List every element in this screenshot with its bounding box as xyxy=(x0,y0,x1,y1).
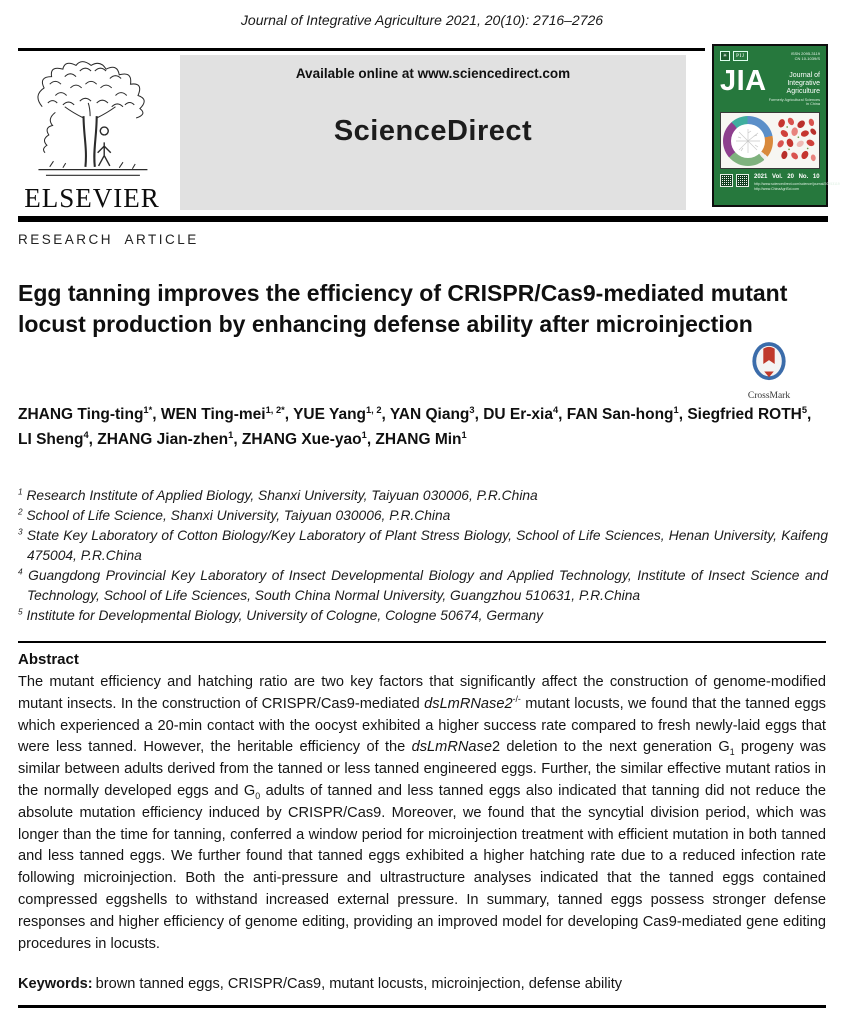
cover-issn-line1: ISSN 2095-3119 xyxy=(790,51,820,56)
header-top-rule xyxy=(18,48,705,51)
cover-top-row xyxy=(720,51,820,61)
affiliation-list xyxy=(18,486,828,626)
journal-reference-line: Journal of Integrative Agriculture 2021, 20(10): 2716–2726 xyxy=(240,12,604,28)
caas-seal-icon: ✳ xyxy=(720,51,730,61)
cover-title-row xyxy=(720,65,820,106)
crossmark-label: CrossMark xyxy=(747,391,791,401)
qr-code-icon xyxy=(736,174,749,187)
pij-logo: PIJ xyxy=(733,51,748,61)
sciencedirect-band xyxy=(180,55,686,210)
affiliation-item: $^2$ School of Life Science, Shanxi University, Taiyuan 030006, P.R.China xyxy=(18,507,451,523)
article-title: Egg tanning improves the efficiency of CRISPR/Cas9-mediated mutant locust production by enhancing defense ability after microinjection xyxy=(18,280,788,337)
keywords-line xyxy=(18,976,826,992)
available-online-text: Available online at www.sciencedirect.com xyxy=(295,66,571,81)
cover-jia-wordmark: JIA xyxy=(720,65,767,97)
abstract-heading: Abstract xyxy=(18,651,79,668)
donut-chart-graphic xyxy=(723,116,773,166)
elsevier-wordmark: ELSEVIER xyxy=(24,183,160,213)
cover-art-panel xyxy=(720,112,820,169)
affiliation-item: $^1$ Research Institute of Applied Biology, Shanxi University, Taiyuan 030006, P.R.China xyxy=(18,487,538,503)
affiliation-item: $^4$ Guangdong Provincial Key Laboratory of Insect Developmental Biology and Applied Technology, Institute of Insect Science and Technology, School of Life Sciences, South China Normal University, Guangzhou 510631, P.R.China xyxy=(18,567,828,603)
abstract-rule xyxy=(18,641,826,643)
cover-journal-subtitle: Formerly Agricultural Sciences in China xyxy=(768,98,820,106)
section-label: RESEARCH ARTICLE xyxy=(18,232,199,247)
abstract-text: The mutant efficiency and hatching ratio are two key factors that significantly affect the construction of genome-modified mutant insects. In the construction of CRISPR/Cas9-mediated dsLmRNase2-/- mutant locusts, we found that the tanned eggs which experienced a 20-min contact with the oocyst exhibited a higher success rate compared to fresh newly-laid eggs that were less tanned. However, the heritable efficiency of the dsLmRNase2 deletion to the next generation $G_1$ progeny was similar between adults derived from the tanned or less tanned engineered eggs. Further, the similar effective mutant ratios in the normally developed eggs and $G_0$ adults of tanned and less tanned eggs also indicated that tanning did not reduce the absolute mutation efficiency induced by CRISPR/Cas9. Moreover, we found that the syncytial division period, which was longer than the time for tanning, conferred a window period for microinjection treatment with efficient mutation in both tanned and less tanned eggs. We further found that tanned eggs exhibited a higher hatching rate due to a reduced infection rate following microinjection. Both the anti-pressure and ultrastructure analyses indicated that the tanned eggs contained compressed eggshells to withstand increased external pressure. In summary, tanned eggs possess stronger defense responses and higher efficiency of genome editing, providing an improved model for developing Cas9-mediated gene editing procedures in locusts. xyxy=(18,674,826,952)
elsevier-tree-icon xyxy=(19,56,165,180)
cover-issue-line: 2021 Vol. 20 No. 10 xyxy=(754,174,820,180)
cover-journal-name: Journal of Integrative Agriculture Formerly Agricultural Sciences in China xyxy=(767,72,820,106)
cover-issn-line2: CN 10-1039/S xyxy=(794,56,820,61)
keywords-label: Keywords: xyxy=(18,976,93,992)
sciencedirect-logo: ScienceDirect xyxy=(333,115,533,147)
cover-bottom-row xyxy=(720,174,840,191)
cover-url-lines: http://www.sciencedirect.com/science/journal/20953119 http://www.ChinaAgriSci.com xyxy=(754,182,840,191)
crossmark-icon xyxy=(750,341,788,385)
cover-issn-block xyxy=(791,51,820,61)
author-list: ZHANG Ting-ting$^{1*}$, WEN Ting-mei$^{1, 2*}$, YUE Yang$^{1, 2}$, YAN Qiang$^3$, DU Er-xia$^4$, FAN San-hong$^1$, Siegfried ROTH$^5$, LI Sheng$^4$, ZHANG Jian-zhen$^1$, ZHANG Xue-yao$^1$, ZHANG Min$^1$ xyxy=(18,404,812,448)
header-bottom-rule xyxy=(18,216,828,222)
crossmark-badge[interactable] xyxy=(738,341,800,401)
strawberries-graphic xyxy=(776,116,817,166)
journal-cover-thumbnail xyxy=(712,44,840,207)
keywords-text: brown tanned eggs, CRISPR/Cas9, mutant locusts, microinjection, defense ability xyxy=(95,976,623,992)
page-bottom-rule xyxy=(18,1005,826,1008)
qr-code-icon xyxy=(720,174,733,187)
cover-issue-block xyxy=(754,174,840,191)
affiliation-item: $^5$ Institute for Developmental Biology, University of Cologne, Cologne 50674, Germany xyxy=(18,607,544,623)
donut-chart-center xyxy=(731,124,765,158)
affiliation-item: $^3$ State Key Laboratory of Cotton Biology/Key Laboratory of Plant Stress Biology, School of Life Sciences, Henan University, Kaifeng 475004, P.R.China xyxy=(18,527,828,563)
elsevier-logo xyxy=(16,56,168,212)
